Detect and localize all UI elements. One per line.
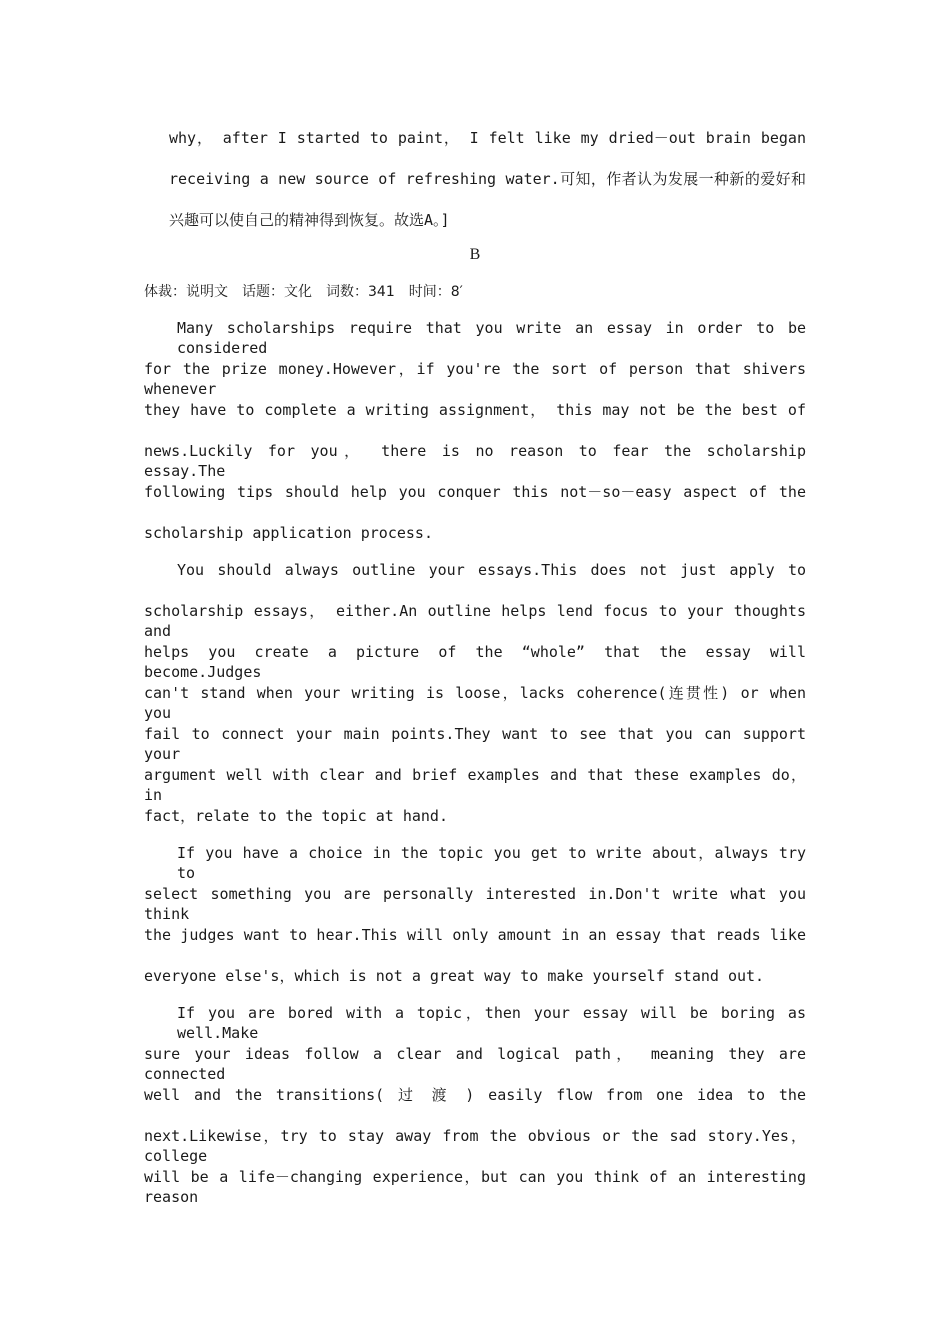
paragraph-line: select something you are personally interested in.Don't write what you think [144,885,806,923]
paragraph-line: scholarship application process. [144,524,433,542]
answer-line: why， after I started to paint， I felt like my dried－out brain began [169,129,806,147]
passage-meta: 体裁：说明文 话题：文化 词数：341 时间：8′ [144,284,463,300]
section-heading: B [469,246,481,263]
paragraph-line: sure your ideas follow a clear and logical path， meaning they are connected [144,1045,806,1083]
paragraph-line: they have to complete a writing assignment， this may not be the best of [144,401,806,419]
paragraph-line: can't stand when your writing is loose，lacks coherence(连贯性) or when you [144,684,806,722]
paragraph-line: If you are bored with a topic，then your essay will be boring as well.Make [177,1004,806,1042]
paragraph-line: Many scholarships require that you write an essay in order to be considered [177,319,806,357]
paragraph-line: helps you create a picture of the “whole” that the essay will become.Judges [144,643,806,681]
answer-line: receiving a new source of refreshing water.可知，作者认为发展一种新的爱好和 [169,170,806,188]
paragraph-line: argument well with clear and brief examples and that these examples do， in [144,766,806,804]
paragraph-line: fail to connect your main points.They want to see that you can support your [144,725,806,763]
paragraph-line: news.Luckily for you， there is no reason to fear the scholarship essay.The [144,442,806,480]
paragraph-line: everyone else's，which is not a great way to make yourself stand out. [144,967,765,985]
paragraph-line: the judges want to hear.This will only amount in an essay that reads like [144,926,806,944]
paragraph-line: If you have a choice in the topic you get to write about，always try to [177,844,806,882]
paragraph-line: well and the transitions( 过 渡 ) easily flow from one idea to the [144,1086,806,1104]
answer-line: 兴趣可以使自己的精神得到恢复。故选A。] [169,211,450,229]
paragraph-line: You should always outline your essays.This does not just apply to [177,561,806,579]
paragraph-line: fact，relate to the topic at hand. [144,807,448,825]
paragraph-line: for the prize money.However，if you're the sort of person that shivers whenever [144,360,806,398]
paragraph-line: following tips should help you conquer this not－so－easy aspect of the [144,483,806,501]
paragraph-line: next.Likewise，try to stay away from the obvious or the sad story.Yes，college [144,1127,806,1165]
paragraph-line: will be a life－changing experience，but can you think of an interesting reason [144,1168,806,1206]
paragraph-line: scholarship essays， either.An outline helps lend focus to your thoughts and [144,602,806,640]
